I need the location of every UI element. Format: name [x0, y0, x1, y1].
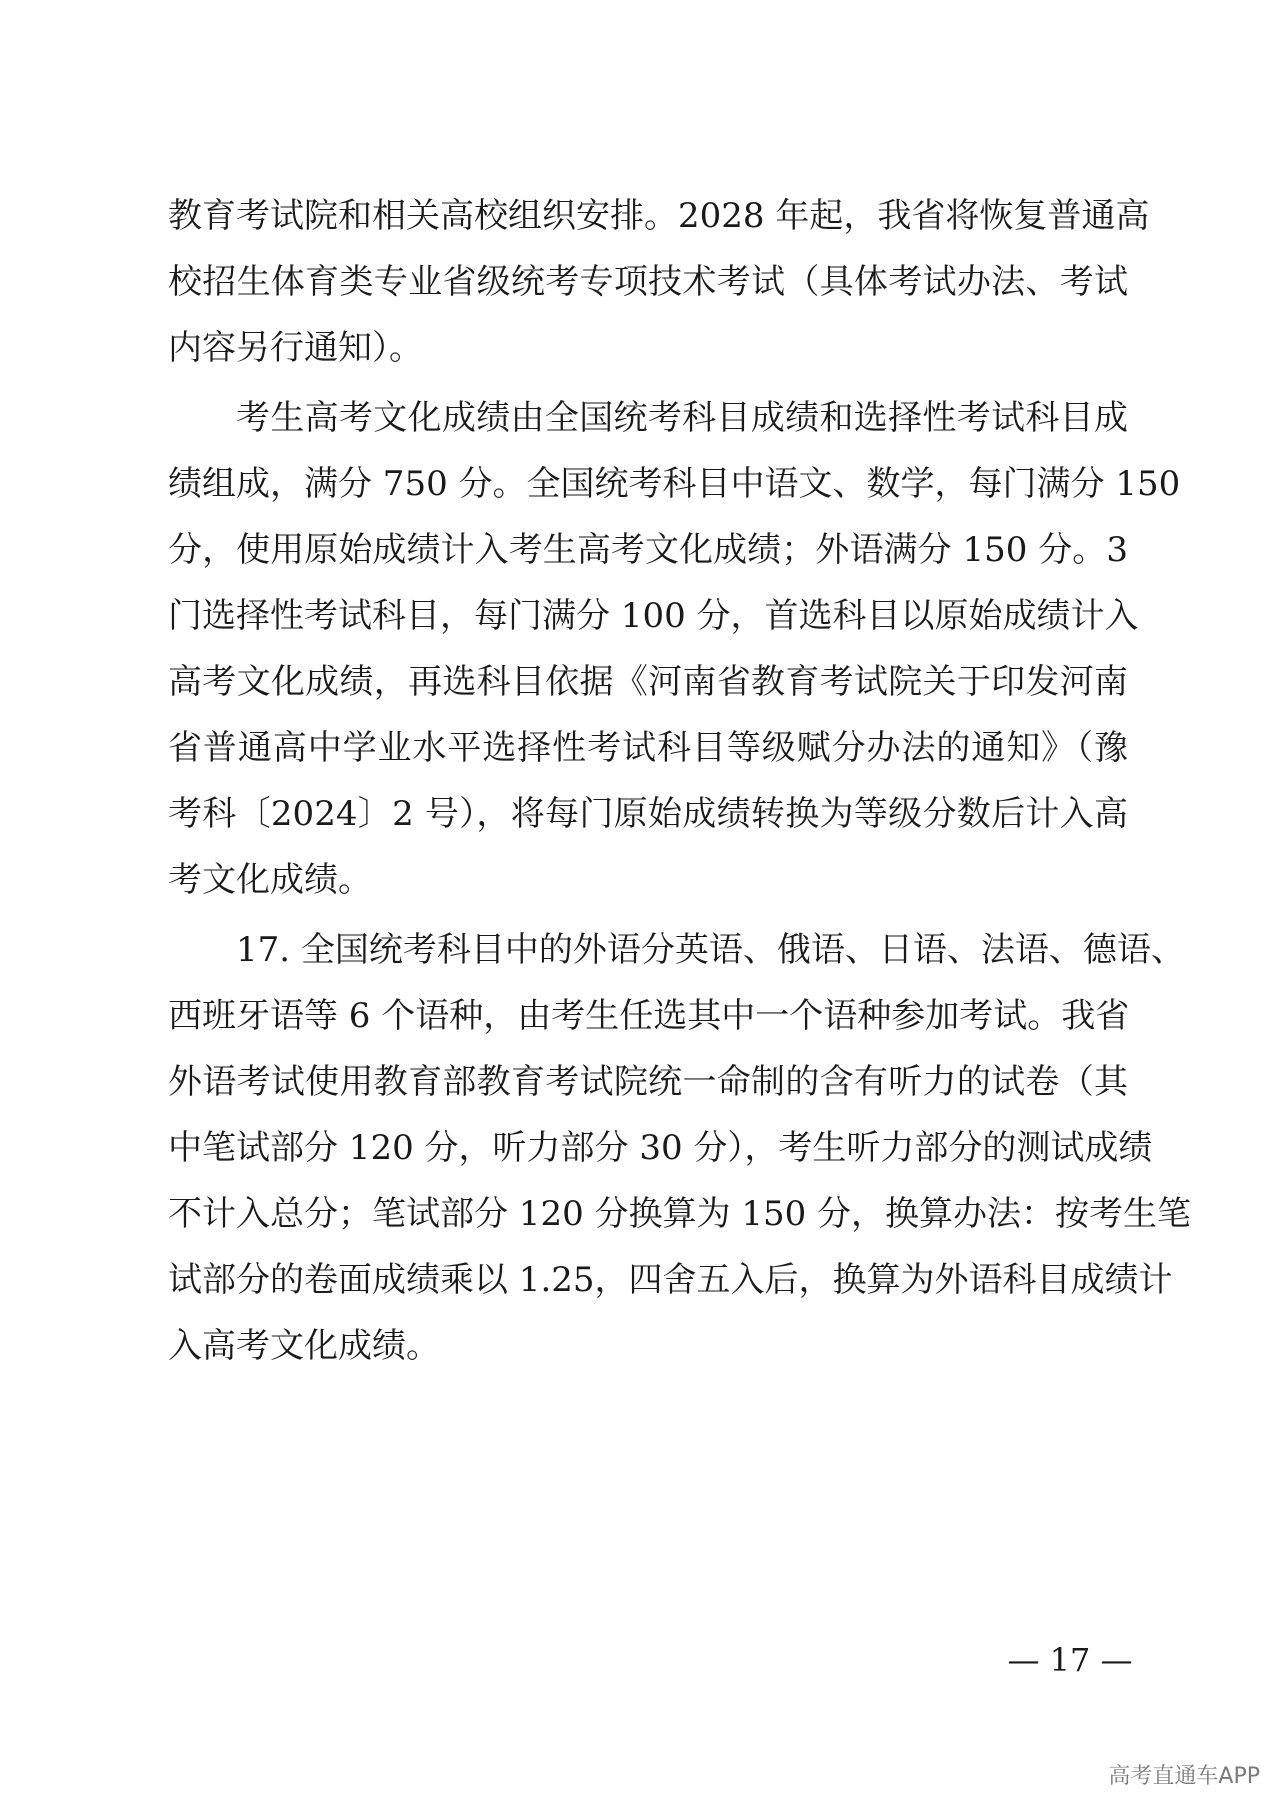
paragraph-3-line-5: 不计入总分；笔试部分 120 分换算为 150 分，换算办法：按考生笔 — [168, 1194, 1192, 1234]
paragraph-2-line-5: 高考文化成绩，再选科目依据《河南省教育考试院关于印发河南 — [168, 662, 1128, 702]
page-number: — 17 — — [1007, 1641, 1133, 1679]
paragraph-2-line-4: 门选择性考试科目，每门满分 100 分，首选科目以原始成绩计入 — [168, 596, 1139, 636]
paragraph-3-line-2: 西班牙语等 6 个语种，由考生任选其中一个语种参加考试。我省 — [168, 996, 1130, 1036]
paragraph-3-line-3: 外语考试使用教育部教育考试院统一命制的含有听力的试卷（其 — [168, 1062, 1128, 1102]
watermark: 高考直通车APP — [1108, 1764, 1260, 1789]
paragraph-2-line-3: 分，使用原始成绩计入考生高考文化成绩；外语满分 150 分。3 — [168, 530, 1129, 570]
paragraph-2-line-8: 考文化成绩。 — [168, 860, 372, 900]
paragraph-1-line-1: 教育考试院和相关高校组织安排。2028 年起，我省将恢复普通高 — [168, 196, 1150, 236]
paragraph-2-line-1: 考生高考文化成绩由全国统考科目成绩和选择性考试科目成 — [236, 398, 1128, 438]
paragraph-3-line-7: 入高考文化成绩。 — [168, 1326, 440, 1366]
paragraph-3-line-1: 17. 全国统考科目中的外语分英语、俄语、日语、法语、德语、 — [236, 930, 1185, 970]
paragraph-2-line-6: 省普通高中学业水平选择性考试科目等级赋分办法的通知》（豫 — [168, 728, 1128, 768]
paragraph-3-line-6: 试部分的卷面成绩乘以 1.25，四舍五入后，换算为外语科目成绩计 — [168, 1260, 1173, 1300]
paragraph-1-line-3: 内容另行通知）。 — [168, 328, 423, 368]
paragraph-1-line-2: 校招生体育类专业省级统考专项技术考试（具体考试办法、考试 — [168, 262, 1128, 302]
paragraph-2-line-7: 考科〔2024〕2 号），将每门原始成绩转换为等级分数后计入高 — [168, 794, 1128, 834]
paragraph-2-line-2: 绩组成，满分 750 分。全国统考科目中语文、数学，每门满分 150 — [168, 464, 1181, 504]
paragraph-3-line-4: 中笔试部分 120 分，听力部分 30 分），考生听力部分的测试成绩 — [168, 1128, 1153, 1168]
